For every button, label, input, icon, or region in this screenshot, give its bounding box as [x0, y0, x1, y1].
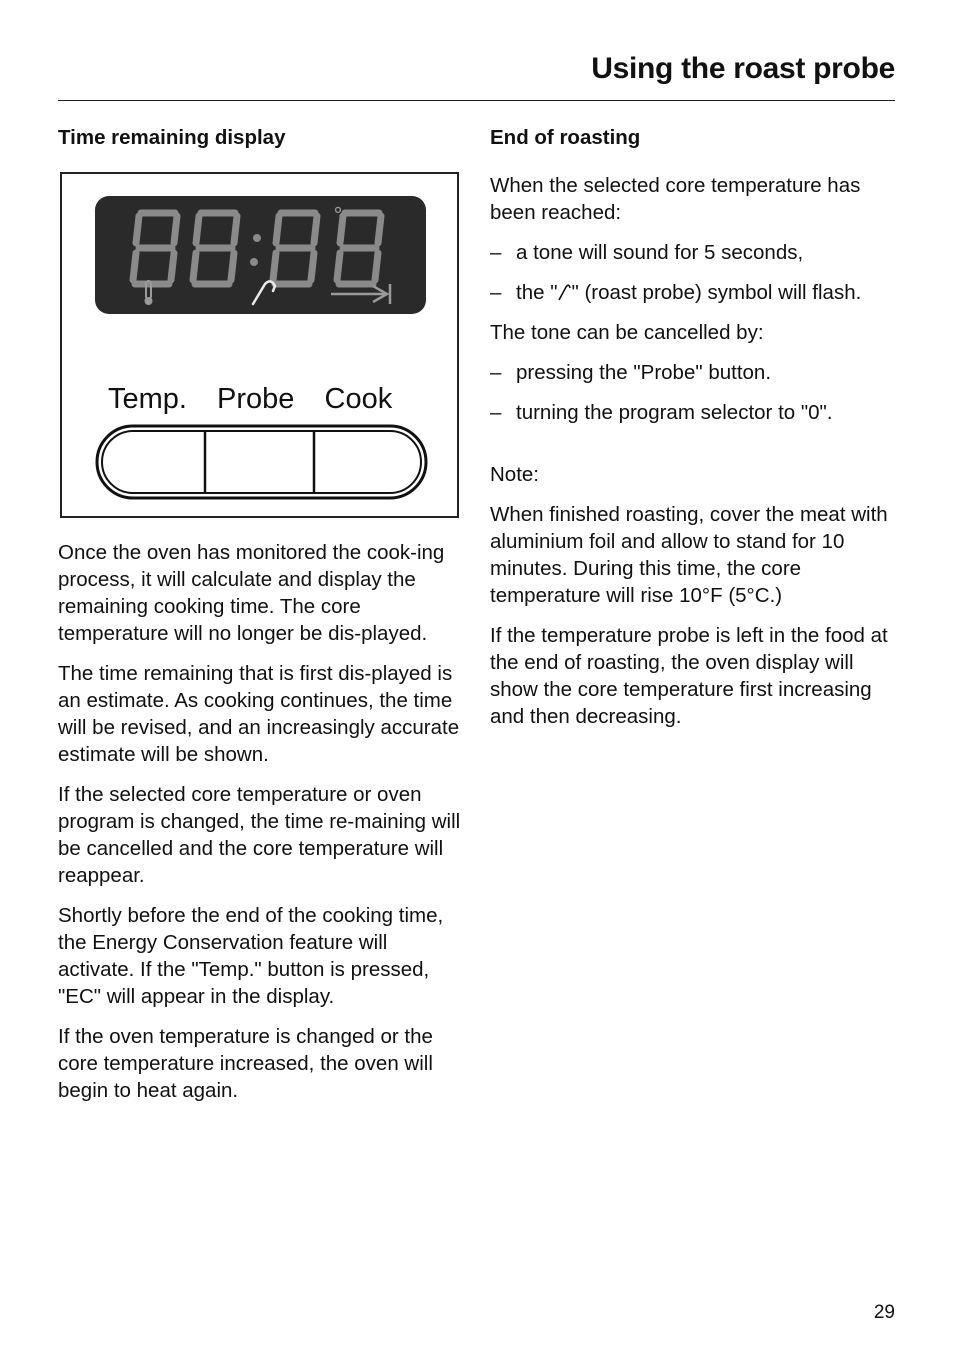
- label-cook: Cook: [324, 383, 393, 415]
- label-temp: Temp.: [108, 383, 187, 415]
- degree-symbol: °: [333, 203, 343, 227]
- paragraph: Once the oven has monitored the cook-ing process, it will calculate and display the remaining cooking time. The core temperature will no longer be dis-played.: [58, 541, 445, 645]
- list-item: – a tone will sound for 5 seconds,: [490, 241, 804, 264]
- final-text: If the temperature probe is left in the food at the end of roasting, the oven display will show the core temperature first increasing and then decreasing.: [490, 624, 888, 728]
- header-rule: [58, 100, 895, 101]
- paragraph: If the selected core temperature or oven program is changed, the time re-maining will be cancelled and the core temperature will reappear.: [58, 783, 461, 887]
- button-panel: [95, 424, 428, 500]
- list-item: – pressing the "Probe" button.: [490, 361, 772, 384]
- section-heading-time-remaining: Time remaining display: [58, 126, 286, 149]
- probe-icon: [557, 283, 571, 301]
- page-title: Using the roast probe: [591, 52, 895, 85]
- button-labels: [108, 383, 414, 415]
- section-heading-end-of-roasting: End of roasting: [490, 126, 641, 149]
- display-screen: [95, 196, 426, 314]
- cancel-intro: The tone can be cancelled by:: [490, 321, 764, 344]
- intro-text: When the selected core temperature has been reached:: [490, 174, 861, 224]
- paragraph: The time remaining that is first dis-played is an estimate. As cooking continues, the time will be revised, and an increasingly accurate estimate will be shown.: [58, 662, 460, 766]
- left-column: [58, 124, 468, 1117]
- list-item: – the " " (roast probe) symbol will flash.: [490, 281, 862, 304]
- note-label: Note:: [490, 463, 539, 486]
- oven-display-figure: [60, 172, 459, 518]
- list-item: – turning the program selector to "0".: [490, 401, 833, 424]
- page-number: 29: [873, 1302, 895, 1323]
- paragraph: Shortly before the end of the cooking time, the Energy Conservation feature will activate. If the "Temp." button is pressed, "EC" will appear in the display.: [58, 904, 444, 1008]
- seven-segment-digits: [95, 196, 426, 314]
- right-column: [490, 124, 895, 743]
- note-text: When finished roasting, cover the meat with aluminium foil and allow to stand for 10 minutes. During this time, the core temperature will rise 10°F (5°C.): [490, 503, 888, 607]
- label-probe: Probe: [217, 383, 295, 415]
- paragraph: If the oven temperature is changed or the core temperature increased, the oven will begin to heat again.: [58, 1025, 433, 1102]
